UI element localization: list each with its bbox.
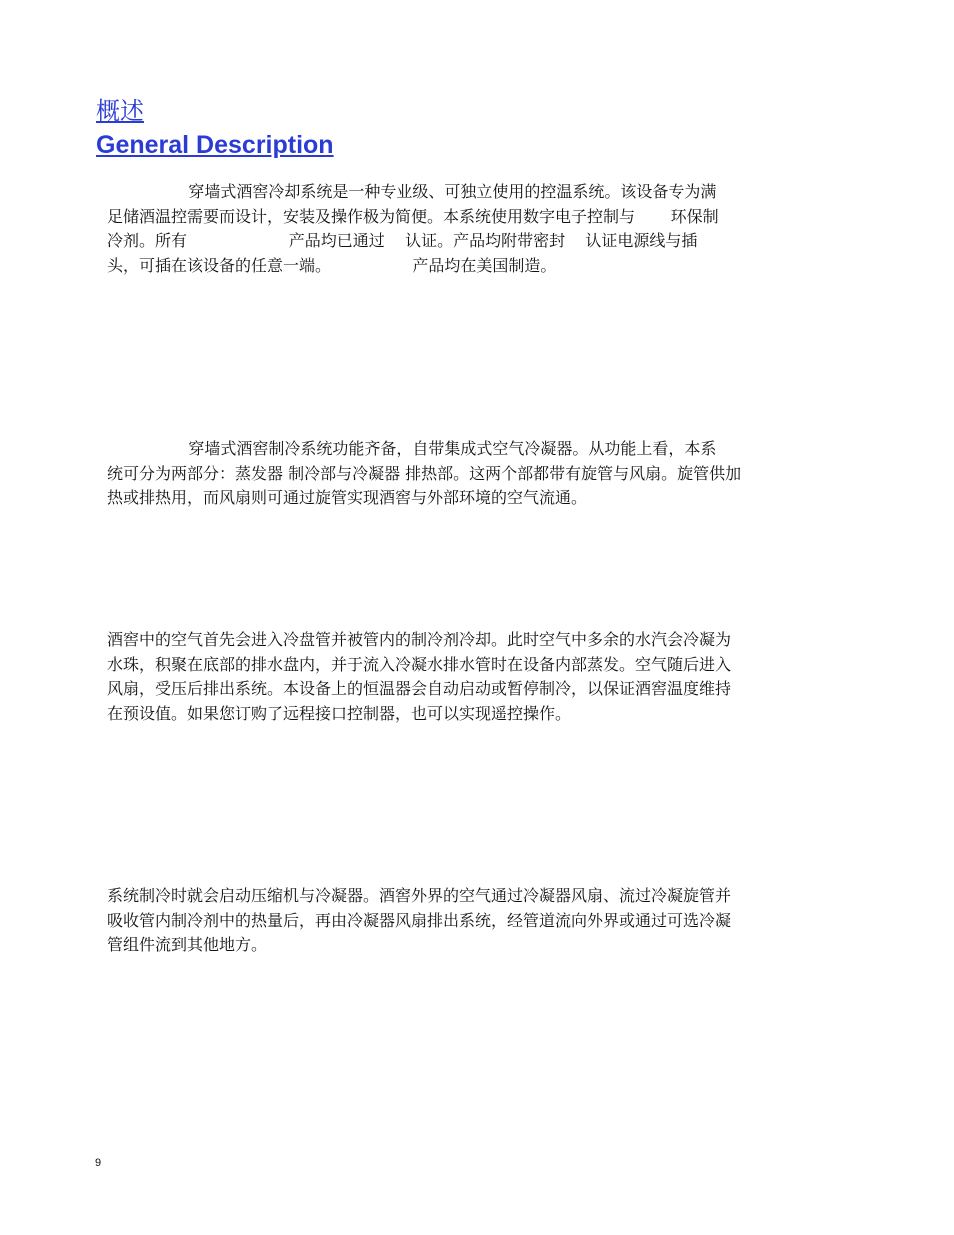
paragraph-airflow (107, 628, 849, 726)
paragraph-line: 头，可插在该设备的任意一端。 产品均在美国制造。 (107, 255, 557, 275)
paragraph-condenser (107, 884, 849, 958)
paragraph-line: 穿墙式酒窖制冷系统功能齐备，自带集成式空气冷凝器。从功能上看，本系 (107, 439, 717, 458)
paragraph-line: 穿墙式酒窖冷却系统是一种专业级、可独立使用的控温系统。该设备专为满 (107, 182, 717, 201)
paragraph-line: 酒窖中的空气首先会进入冷盘管并被管内的制冷剂冷却。此时空气中多余的水汽会冷凝为 (107, 630, 732, 649)
paragraph-overview (107, 180, 849, 278)
paragraph-line: 管组件流到其他地方。 (107, 935, 268, 954)
paragraph-line: 风扇，受压后排出系统。本设备上的恒温器会自动启动或暂停制冷，以保证酒窖温度维持 (107, 679, 732, 698)
paragraph-line: 足储酒温控需要而设计，安装及操作极为简便。本系统使用数字电子控制与 环保制 (107, 206, 719, 226)
paragraph-line: 水珠，积聚在底部的排水盘内，并于流入冷凝水排水管时在设备内部蒸发。空气随后进入 (107, 654, 732, 674)
page-number: 9 (95, 1157, 102, 1169)
paragraph-line: 系统制冷时就会启动压缩机与冷凝器。酒窖外界的空气通过冷凝器风扇、流过冷凝旋管并 (107, 886, 732, 905)
paragraph-line: 冷剂。所有 产品均已通过 认证。产品均附带密封 认证电源线与插 (107, 231, 698, 250)
section-title-english: General Description (96, 131, 334, 159)
paragraph-line: 在预设值。如果您订购了远程接口控制器，也可以实现遥控操作。 (107, 703, 572, 723)
section-title-chinese: 概述 (96, 97, 144, 125)
paragraph-line: 吸收管内制冷剂中的热量后，再由冷凝器风扇排出系统，经管道流向外界或通过可选冷凝 (107, 910, 732, 930)
paragraph-line: 统可分为两部分：蒸发器 制冷部与冷凝器 排热部。这两个部都带有旋管与风扇。旋管供加 (107, 463, 742, 483)
paragraph-line: 热或排热用，而风扇则可通过旋管实现酒窖与外部环境的空气流通。 (107, 488, 588, 507)
paragraph-system-components (107, 437, 849, 511)
